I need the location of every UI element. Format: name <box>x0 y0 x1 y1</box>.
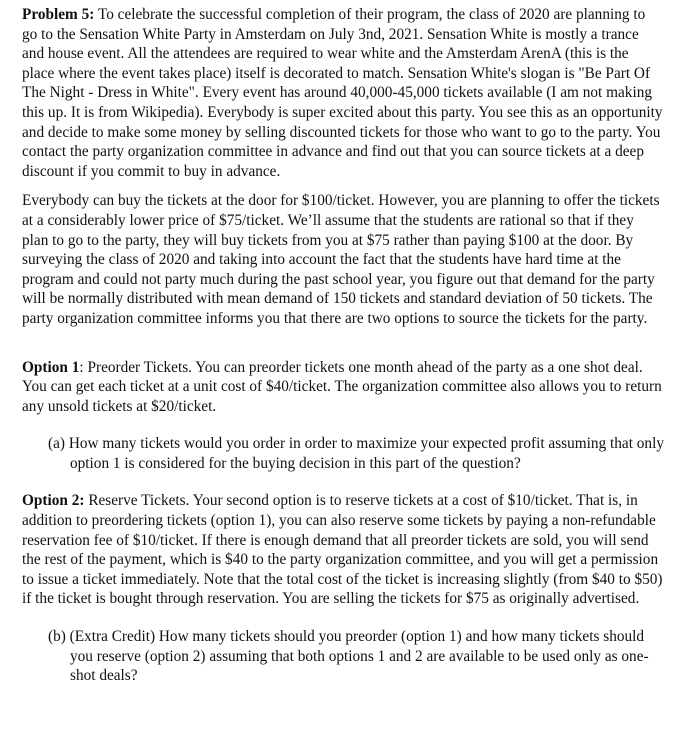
problem-second-text: Everybody can buy the tickets at the door for $100/ticket. However, you are planning to offer the tickets at a considerably lower price of $75/ticket. We’ll assume that the students are rational so that if they plan to go to the party, they will buy tickets from you at $75 rather than paying $100 at the door. By surveying the class of 2020 and taking into account the fact that the students have hard time at the program and could not party much during the past school year, you figure out that demand for the party will be normally distributed with mean demand of 150 tickets and standard deviation of 50 tickets. The party organization committee informs you that there are two options to source the tickets for the party. <box>22 192 660 327</box>
question-b <box>48 627 664 686</box>
option-1-text: : Preorder Tickets. You can preorder tickets one month ahead of the party as a one shot deal. You can get each ticket at a unit cost of $40/ticket. The organization committee also allows you to return any unsold tickets at $20/ticket. <box>22 358 662 415</box>
option-1-paragraph <box>22 358 664 417</box>
question-b-text: (Extra Credit) How many tickets should you preorder (option 1) and how many tickets should you reserve (option 2) assuming that both options 1 and 2 are available to be used only as one-shot deals? <box>69 628 649 685</box>
question-a <box>48 434 664 473</box>
question-a-label: (a) <box>48 435 65 453</box>
option-2-paragraph <box>22 491 664 609</box>
option-2-label: Option 2: <box>22 492 85 510</box>
problem-intro-text: To celebrate the successful completion of their program, the class of 2020 are planning to go to the Sensation White Party in Amsterdam on July 3nd, 2021. Sensation White is mostly a trance and house event. All the attendees are required to wear white and the Amsterdam ArenA (this is the place where the event takes place) itself is decorated to match. Sensation White's slogan is "Be Part Of The Night - Dress in White". Every event has around 40,000-45,000 tickets available (I am not making this up. It is from Wikipedia). Everybody is super excited about this party. You see this as an opportunity and decide to make some money by selling discounted tickets for those who want to go to the party. You contact the party organization committee in advance and find out that you can source tickets at a deep discount if you commit to buy in advance. <box>22 6 663 180</box>
option-1-label: Option 1 <box>22 358 80 376</box>
question-b-label: (b) <box>48 628 66 646</box>
problem-second-paragraph <box>22 191 664 328</box>
problem-intro-paragraph <box>22 5 664 181</box>
question-a-text: How many tickets would you order in order to maximize your expected profit assuming that only option 1 is considered for the buying decision in this part of the question? <box>68 435 664 472</box>
option-2-text: Reserve Tickets. Your second option is to reserve tickets at a cost of $10/ticket. That is, in addition to preordering tickets (option 1), you can also reserve some tickets by paying a non-refundable reservation fee of $10/ticket. If there is enough demand that all preorder tickets are sold, you will send the rest of the payment, which is $40 to the party organization committee, and you will get a permission to issue a ticket immediately. Note that the total cost of the ticket is increasing slightly (from $40 to $50) if the ticket is bought through reservation. You are selling the tickets for $75 as originally advertised. <box>22 492 663 608</box>
problem-label: Problem 5: <box>22 6 95 23</box>
